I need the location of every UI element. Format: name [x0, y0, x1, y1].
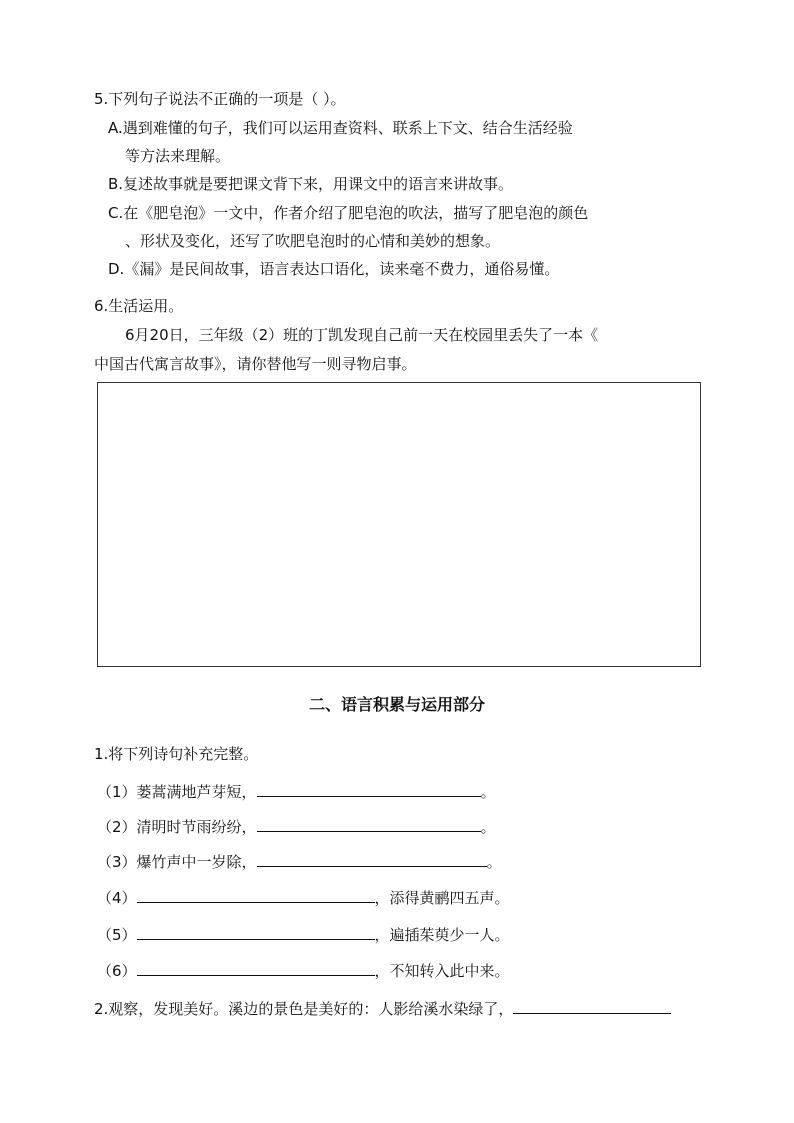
q5-option-b: B.复述故事就是要把课文背下来，用课文中的语言来讲故事。 [108, 175, 514, 193]
poem-item-number: （6） [97, 962, 137, 980]
s2-q2-text: 2.观察，发现美好。溪边的景色是美好的：人影给溪水染绿了， [94, 1000, 514, 1018]
q5-option-c-line2: 、形状及变化，还写了吹肥皂泡时的心情和美妙的想象。 [125, 232, 501, 250]
q5-option-c-line1: C.在《肥皂泡》一文中，作者介绍了肥皂泡的吹法，描写了肥皂泡的颜色 [108, 204, 589, 222]
q5-option-d: D.《漏》是民间故事，语言表达口语化，读来毫不费力，通俗易懂。 [108, 260, 560, 278]
answer-blank[interactable] [257, 851, 487, 867]
poem-item-text: ，添得黄鹂四五声。 [374, 889, 510, 907]
poem-item-3 [97, 851, 502, 872]
poem-item-5 [97, 924, 510, 945]
answer-blank[interactable] [257, 781, 481, 797]
q5-option-a-line1: A.遇到难懂的句子，我们可以运用查资料、联系上下文、结合生活经验 [108, 119, 573, 137]
poem-item-4 [97, 887, 510, 908]
poem-item-text: ，遍插茱萸少一人。 [374, 926, 510, 944]
poem-item-text: 爆竹声中一岁除， [136, 853, 257, 871]
poem-item-6 [97, 960, 510, 981]
q5-option-a-line2: 等方法来理解。 [125, 147, 231, 165]
poem-item-number: （5） [97, 926, 137, 944]
answer-blank[interactable] [137, 887, 375, 903]
poem-item-1 [97, 781, 496, 802]
answer-blank[interactable] [513, 998, 671, 1014]
answer-blank[interactable] [137, 924, 375, 940]
q6-body-line2: 中国古代寓言故事》，请你替他写一则寻物启事。 [94, 355, 417, 373]
q6-stem: 6.生活运用。 [94, 297, 184, 315]
poem-item-number: （2） [97, 818, 137, 836]
q6-body-line1: 6月20日，三年级（2）班的丁凯发现自己前一天在校园里丢失了一本《 [125, 326, 599, 344]
poem-item-end: 。 [480, 818, 496, 836]
answer-blank[interactable] [137, 960, 375, 976]
poem-item-text: ，不知转入此中来。 [374, 962, 510, 980]
answer-blank[interactable] [257, 816, 481, 832]
poem-item-text: 清明时节雨纷纷， [136, 818, 257, 836]
poem-item-text: 蒌蒿满地芦芽短， [136, 783, 257, 801]
s2-q1-stem: 1.将下列诗句补充完整。 [94, 745, 259, 763]
poem-item-number: （3） [97, 853, 137, 871]
answer-writing-box[interactable] [97, 382, 701, 667]
poem-item-end: 。 [486, 853, 502, 871]
poem-item-number: （1） [97, 783, 137, 801]
section-2-title: 二、语言积累与运用部分 [308, 695, 485, 714]
poem-item-2 [97, 816, 496, 837]
q5-stem: 5.下列句子说法不正确的一项是（ ）。 [94, 90, 346, 108]
poem-item-end: 。 [480, 783, 496, 801]
poem-item-number: （4） [97, 889, 137, 907]
section-2-question-2 [94, 998, 671, 1019]
